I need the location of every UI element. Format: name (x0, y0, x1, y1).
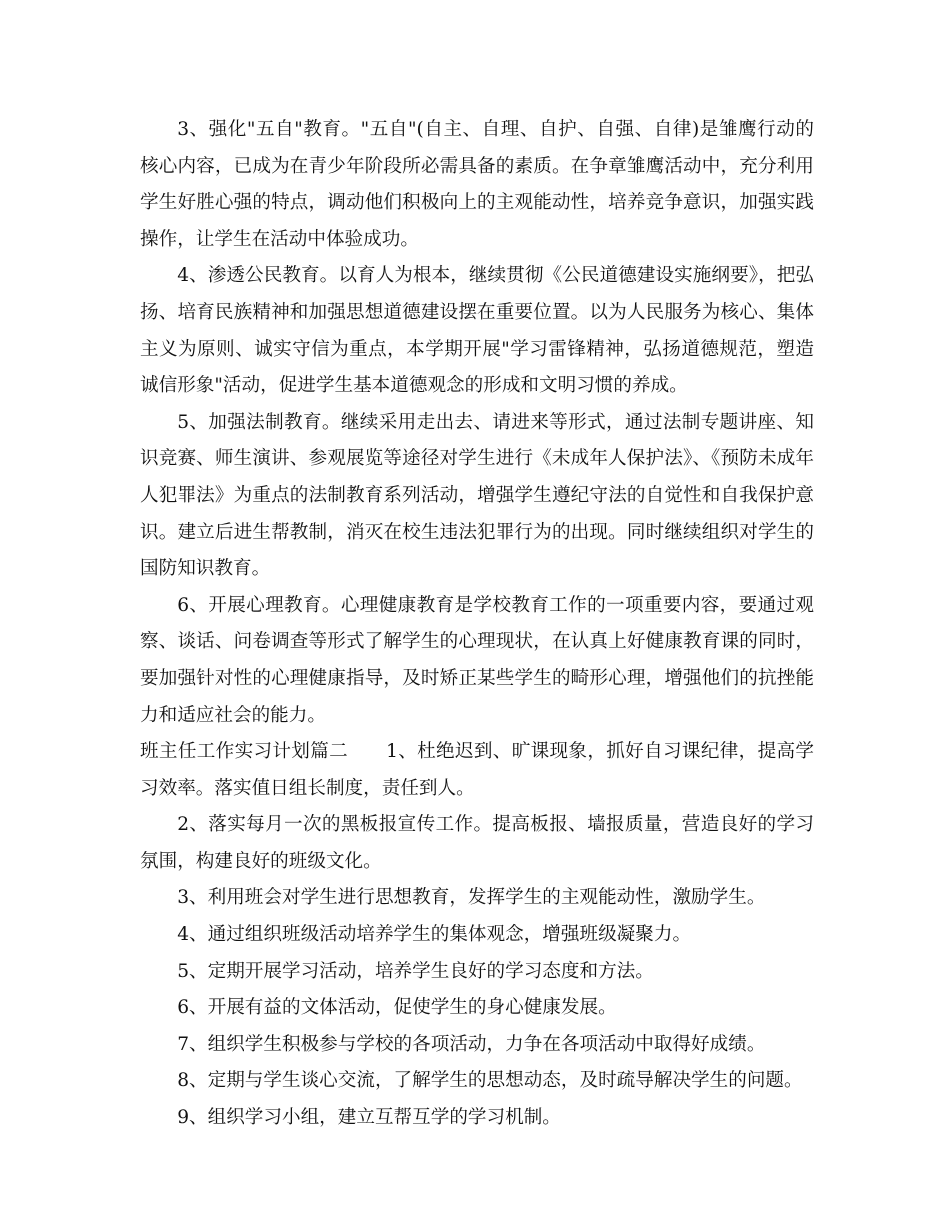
list-item-sports-activities: 6、开展有益的文体活动，促使学生的身心健康发展。 (177, 997, 617, 1019)
section-first-item: 1、杜绝迟到、旷课现象，抓好自习课纪律，提高学习效率。落实值日组长制度，责任到人。 (140, 741, 814, 799)
list-item-blackboard: 2、落实每月一次的黑板报宣传工作。提高板报、墙报质量，营造良好的学习氛围，构建良好的班级文化。 (140, 814, 814, 872)
list-item-class-meeting: 3、利用班会对学生进行思想教育，发挥学生的主观能动性，激励学生。 (177, 887, 766, 909)
paragraph-psychological-education: 6、开展心理教育。心理健康教育是学校教育工作的一项重要内容，要通过观察、谈话、问卷调查等形式了解学生的心理现状，在认真上好健康教育课的同时，要加强针对性的心理健康指导，及时矫正某些学生的畸形心理，增强他们的抗挫能力和适应社会的能力。 (140, 594, 814, 726)
section-two-paragraph (140, 734, 814, 807)
paragraph-legal-education: 5、加强法制教育。继续采用走出去、请进来等形式，通过法制专题讲座、知识竞赛、师生演讲、参观展览等途径对学生进行《未成年人保护法》、《预防未成年人犯罪法》为重点的法制教育系列活动，增强学生遵纪守法的自觉性和自我保护意识。建立后进生帮教制，消灭在校生违法犯罪行为的出现。同时继续组织对学生的国防知识教育。 (140, 411, 814, 580)
section-title: 班主任工作实习计划篇二 (140, 741, 349, 763)
paragraph-five-self-education: 3、强化"五自"教育。"五自"(自主、自理、自护、自强、自律)是雏鹰行动的核心内容，已成为在青少年阶段所必需具备的素质。在争章雏鹰活动中，充分利用学生好胜心强的特点，调动他们积极向上的主观能动性，培养竞争意识，加强实践操作，让学生在活动中体验成功。 (140, 119, 814, 250)
list-item-heart-to-heart: 8、定期与学生谈心交流，了解学生的思想动态，及时疏导解决学生的问题。 (177, 1070, 803, 1092)
list-item-study-activities: 5、定期开展学习活动，培养学生良好的学习态度和方法。 (177, 960, 654, 982)
list-item-study-groups: 9、组织学习小组，建立互帮互学的学习机制。 (177, 1107, 561, 1129)
list-item-school-activities: 7、组织学生积极参与学校的各项活动，力争在各项活动中取得好成绩。 (177, 1033, 766, 1055)
document-page (140, 112, 814, 1137)
list-item-class-activities: 4、通过组织班级活动培养学生的集体观念，增强班级凝聚力。 (177, 924, 692, 946)
paragraph-civic-education: 4、渗透公民教育。以育人为根本，继续贯彻《公民道德建设实施纲要》，把弘扬、培育民族精神和加强思想道德建设摆在重要位置。以为人民服务为核心、集体主义为原则、诚实守信为重点，本学期开展"学习雷锋精神，弘扬道德规范，塑造诚信形象"活动，促进学生基本道德观念的形成和文明习惯的养成。 (140, 265, 814, 397)
